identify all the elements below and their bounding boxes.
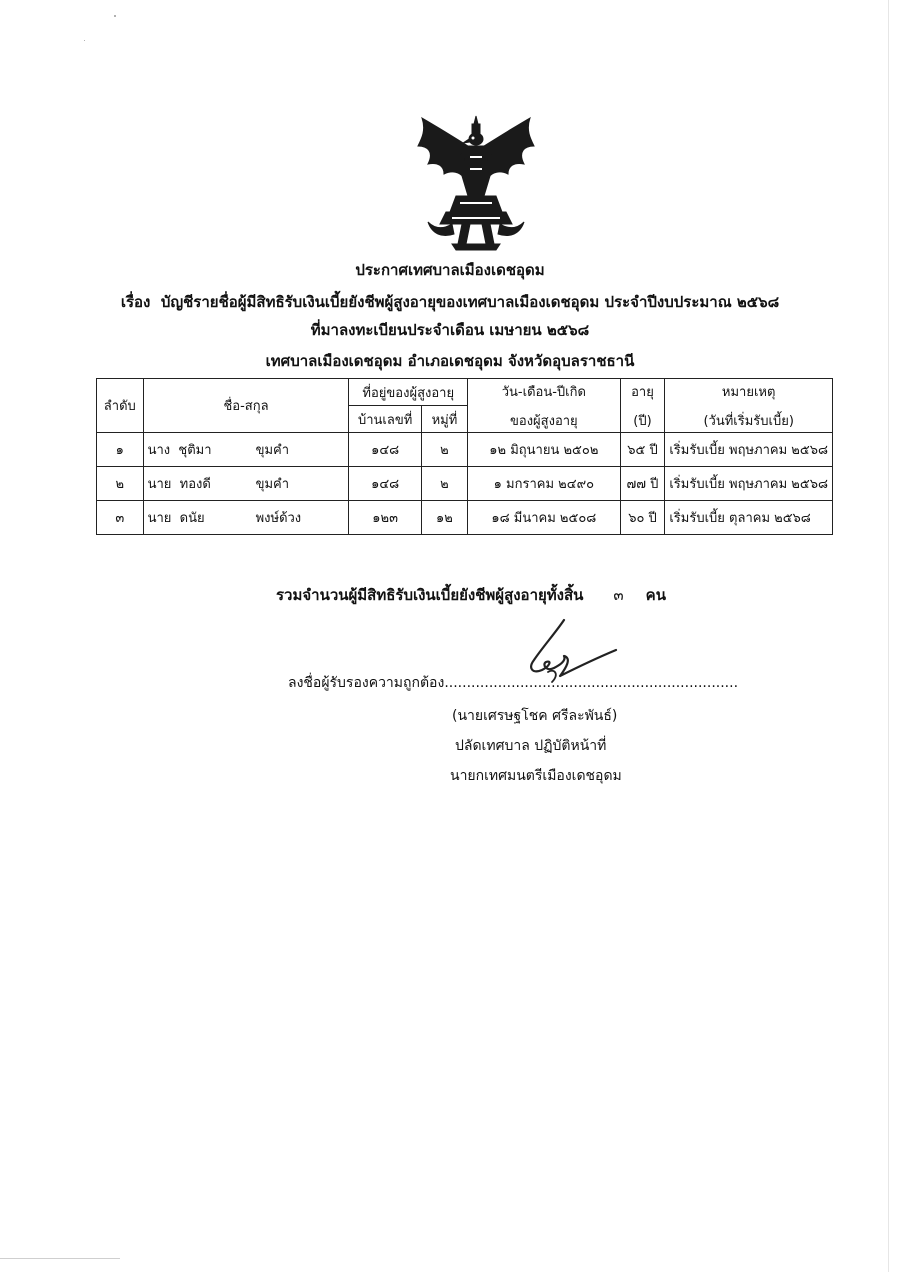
garuda-emblem	[412, 112, 540, 252]
summary-count: ๓	[613, 586, 624, 604]
row-order: ๒	[97, 467, 144, 501]
row-name	[143, 433, 349, 467]
certify-label: ลงชื่อผู้รับรองความถูกต้อง	[288, 675, 445, 691]
header-remark	[665, 379, 833, 433]
row-remark: เริ่มรับเบี้ย ตุลาคม ๒๕๖๘	[665, 501, 833, 535]
row-prefix: นาง	[147, 443, 171, 458]
subject-line	[0, 290, 900, 314]
header-order: ลำดับ	[97, 379, 144, 433]
signer-title: นายกเทศมนตรีเมืองเดชอุดม	[450, 768, 622, 784]
header-age-line2: (ปี)	[633, 413, 652, 429]
header-remark-line2: (วันที่เริ่มรับเบี้ย)	[703, 413, 794, 429]
header-dob	[468, 379, 621, 433]
location-line: เทศบาลเมืองเดชอุดม อำเภอเดชอุดม จังหวัดอุบลราชธานี	[265, 352, 635, 370]
row-last-name: ขุมคำ	[255, 477, 290, 492]
header-name: ชื่อ-สกุล	[143, 379, 349, 433]
row-house-no: ๑๔๘	[349, 467, 421, 501]
table-row	[97, 467, 833, 501]
summary-line	[276, 583, 666, 607]
scan-bottom-edge	[0, 1258, 120, 1259]
row-age: ๖๕ ปี	[620, 433, 665, 467]
header-dob-line2: ของผู้สูงอายุ	[510, 413, 578, 429]
row-first-name: ทองดี	[179, 477, 211, 492]
row-remark: เริ่มรับเบี้ย พฤษภาคม ๒๕๖๘	[665, 467, 833, 501]
row-order: ๑	[97, 433, 144, 467]
header-age	[620, 379, 665, 433]
header-village: หมู่ที่	[421, 406, 467, 433]
row-prefix: นาย	[147, 511, 172, 526]
summary-label: รวมจำนวนผู้มีสิทธิรับเงินเบี้ยยังชีพผู้สูงอายุทั้งสิ้น	[276, 586, 584, 604]
scan-speck	[84, 40, 85, 41]
summary-unit: คน	[645, 586, 666, 604]
row-dob: ๑ มกราคม ๒๔๙๐	[468, 467, 621, 501]
row-last-name: พงษ์ด้วง	[255, 511, 302, 526]
scan-speck	[114, 15, 116, 17]
header-dob-line1: วัน-เดือน-ปีเกิด	[501, 384, 586, 400]
row-remark: เริ่มรับเบี้ย พฤษภาคม ๒๕๖๘	[665, 433, 833, 467]
table-row	[97, 433, 833, 467]
row-age: ๗๗ ปี	[620, 467, 665, 501]
header-age-line1: อายุ	[631, 384, 654, 400]
table-row	[97, 501, 833, 535]
row-village: ๒	[421, 433, 467, 467]
header-remark-line1: หมายเหตุ	[721, 384, 776, 400]
signer-position: ปลัดเทศบาล ปฏิบัติหน้าที่	[455, 738, 607, 754]
row-village: ๒	[421, 467, 467, 501]
announcer-title: ประกาศเทศบาลเมืองเดชอุดม	[355, 261, 545, 279]
subject-text: บัญชีรายชื่อผู้มีสิทธิรับเงินเบี้ยยังชีพผู้สูงอายุของเทศบาลเมืองเดชอุดม ประจำปีงบประมาณ ๒๕๖๘	[160, 293, 780, 311]
row-name	[143, 501, 349, 535]
beneficiary-table	[96, 378, 833, 535]
signer-name: (นายเศรษฐโชค ศรีละพันธ์)	[452, 708, 618, 724]
row-age: ๖๐ ปี	[620, 501, 665, 535]
row-order: ๓	[97, 501, 144, 535]
row-house-no: ๑๒๓	[349, 501, 421, 535]
row-dob: ๑๒ มิถุนายน ๒๕๐๒	[468, 433, 621, 467]
scan-edge	[888, 0, 889, 1272]
certify-line	[288, 672, 738, 694]
row-house-no: ๑๔๘	[349, 433, 421, 467]
row-village: ๑๒	[421, 501, 467, 535]
row-dob: ๑๘ มีนาคม ๒๕๐๘	[468, 501, 621, 535]
row-first-name: ชุติมา	[178, 443, 212, 458]
header-address: ที่อยู่ของผู้สูงอายุ	[349, 379, 468, 406]
row-prefix: นาย	[147, 477, 172, 492]
row-last-name: ขุมคำ	[255, 443, 290, 458]
signature-dots: ..................................................................	[444, 675, 739, 691]
registration-month: ที่มาลงทะเบียนประจำเดือน เมษายน ๒๕๖๘	[310, 321, 590, 339]
row-name	[143, 467, 349, 501]
header-house-no: บ้านเลขที่	[349, 406, 421, 433]
subject-label: เรื่อง	[120, 293, 151, 311]
row-first-name: ดนัย	[179, 511, 205, 526]
